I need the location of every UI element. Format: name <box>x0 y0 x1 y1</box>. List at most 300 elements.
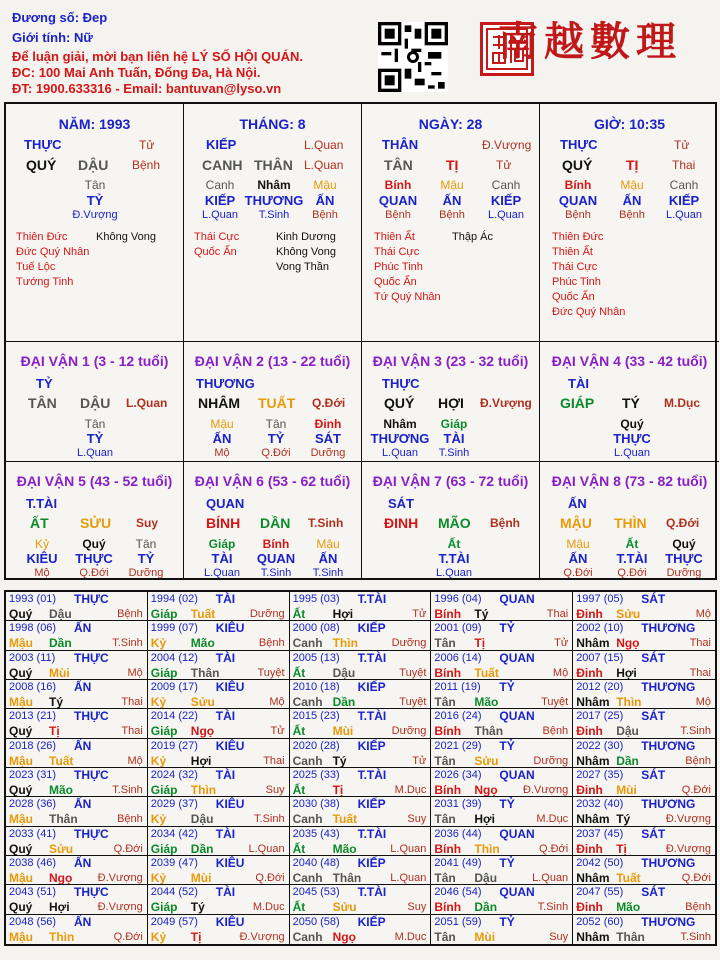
year-cell[interactable] <box>431 885 573 914</box>
year-cell[interactable] <box>148 680 290 709</box>
year-branch: Mão <box>616 900 641 915</box>
year-cell[interactable] <box>6 621 148 650</box>
year-phase: Mộ <box>127 666 143 679</box>
year-stem: Kỷ <box>150 871 167 885</box>
year-branch: Tị <box>332 783 344 797</box>
year-god: QUAN <box>499 826 535 841</box>
year-cell[interactable] <box>148 797 290 826</box>
pillar-chi-right: Thai <box>672 158 696 172</box>
dai-van-can: MẬU <box>560 515 592 531</box>
year-label: 2000 (08) <box>292 622 340 635</box>
year-phase: Tử <box>412 754 427 767</box>
hidden-god: TÀI <box>443 431 465 446</box>
year-cell[interactable] <box>290 885 432 914</box>
year-stem: Tân <box>434 636 456 651</box>
hidden-phase: L.Quan <box>381 447 419 459</box>
year-cell[interactable] <box>6 885 148 914</box>
year-god: TỶ <box>499 738 515 753</box>
hidden-stem: Đinh <box>314 417 342 431</box>
year-label: 2042 (50) <box>576 857 624 869</box>
year-stem: Nhâm <box>576 695 610 709</box>
year-cell[interactable] <box>290 651 432 680</box>
hidden-god: TỶ <box>86 193 104 208</box>
year-cell[interactable] <box>6 915 148 944</box>
star-right: Thập Ác <box>452 231 493 243</box>
year-cell[interactable] <box>431 768 573 797</box>
year-cell[interactable] <box>573 915 715 944</box>
dai-van-chi: DẬU <box>80 395 111 411</box>
year-cell[interactable] <box>431 592 573 621</box>
year-label: 2004 (12) <box>150 651 198 664</box>
dai-van-7[interactable] <box>362 462 540 578</box>
year-branch: Tý <box>49 695 64 709</box>
hidden-phase: Bệnh <box>385 209 411 221</box>
year-label: 1996 (04) <box>434 593 482 605</box>
hidden-stem: Tân <box>84 417 106 431</box>
year-god: KIÊU <box>215 680 245 694</box>
pillar-chi-right: L.Quan <box>304 158 344 172</box>
year-stem: Kỷ <box>150 929 167 944</box>
year-cell[interactable] <box>431 797 573 826</box>
year-cell[interactable] <box>431 856 573 885</box>
hidden-god: THƯƠNG <box>370 431 430 446</box>
year-cell[interactable] <box>573 709 715 738</box>
year-cell[interactable] <box>431 739 573 768</box>
dai-van-title: ĐẠI VẬN 5 (43 - 52 tuổi) <box>16 473 173 489</box>
year-label: 2052 (60) <box>576 915 624 928</box>
year-cell[interactable] <box>148 827 290 856</box>
year-phase: T.Sinh <box>112 784 143 796</box>
year-branch: Mùi <box>332 724 354 739</box>
year-stem: Canh <box>292 695 323 709</box>
star-left: Đức Quý Nhân <box>552 306 626 318</box>
year-cell[interactable] <box>431 621 573 650</box>
year-branch: Tý <box>474 607 489 621</box>
year-branch: Dậu <box>332 665 356 680</box>
year-branch: Hợi <box>190 753 212 768</box>
year-god: KIẾP <box>357 738 386 753</box>
year-phase: Dưỡng <box>391 637 427 650</box>
year-label: 2050 (58) <box>292 915 340 928</box>
year-phase: L.Quan <box>532 872 569 884</box>
year-god: KIẾP <box>357 621 386 636</box>
pillar-chi-right: Tử <box>496 158 512 172</box>
dai-van-top: T.TÀI <box>26 496 58 511</box>
year-label: 1997 (05) <box>576 593 624 605</box>
year-label: 2022 (30) <box>576 739 624 752</box>
year-cell[interactable] <box>6 768 148 797</box>
star-left: Thiên Ất <box>552 246 593 258</box>
hidden-phase: Dưỡng <box>310 447 346 459</box>
year-branch: Thân <box>616 929 645 944</box>
year-cell[interactable] <box>148 856 290 885</box>
pillar-top-right: Tử <box>674 138 690 152</box>
year-cell[interactable] <box>573 651 715 680</box>
year-stem: Bính <box>434 783 462 797</box>
year-cell[interactable] <box>148 651 290 680</box>
year-stem: Nhâm <box>576 812 610 827</box>
year-cell[interactable] <box>6 651 148 680</box>
dai-van-2[interactable] <box>184 342 362 462</box>
star-left: Quốc Ấn <box>552 291 595 303</box>
year-stem: Ất <box>292 665 306 680</box>
year-phase: Thai <box>689 666 711 679</box>
year-phase: Đ.Vượng <box>665 842 711 855</box>
dai-van-4[interactable] <box>540 342 719 462</box>
year-branch: Mùi <box>616 783 637 797</box>
year-branch: Tý <box>190 900 205 915</box>
dai-van-6[interactable] <box>184 462 362 578</box>
hidden-stem: Mậu <box>566 537 590 551</box>
year-cell[interactable] <box>573 797 715 826</box>
year-god: QUAN <box>499 650 535 665</box>
dai-van-3[interactable] <box>362 342 540 462</box>
year-branch: Thìn <box>332 636 358 651</box>
hidden-god: TÀI <box>211 551 233 566</box>
year-god: SÁT <box>641 885 666 900</box>
year-branch: Ngọ <box>49 871 73 885</box>
dai-van-chi: MÃO <box>438 515 471 531</box>
pillar-can: TÂN <box>384 157 413 173</box>
dai-van-5[interactable] <box>6 462 184 578</box>
hidden-god: THỰC <box>665 551 703 566</box>
dai-van-8[interactable] <box>540 462 719 578</box>
year-cell[interactable] <box>6 827 148 856</box>
gender: Giới tính: Nữ <box>12 30 93 45</box>
year-cell[interactable] <box>148 621 290 650</box>
year-branch: Tị <box>474 636 486 651</box>
year-stem: Canh <box>292 812 323 827</box>
year-phase: Suy <box>407 813 427 826</box>
hidden-god: KIẾP <box>668 193 700 208</box>
hidden-stem: Kỷ <box>34 537 50 551</box>
year-god: THƯƠNG <box>641 680 696 694</box>
year-phase: Thai <box>121 696 143 708</box>
year-stem: Ất <box>292 841 306 856</box>
year-label: 1998 (06) <box>9 622 57 635</box>
dai-van-1[interactable] <box>6 342 184 462</box>
year-phase: L.Quan <box>390 842 427 855</box>
hidden-phase: L.Quan <box>201 209 239 221</box>
year-cell[interactable] <box>290 621 432 650</box>
year-god: KIẾP <box>357 856 386 870</box>
year-god: THỰC <box>74 826 109 841</box>
year-branch: Tuất <box>49 753 74 768</box>
year-stem: Bính <box>434 900 462 915</box>
year-god: TỶ <box>499 797 515 812</box>
star-left: Phúc Tinh <box>374 261 423 273</box>
contact-line: Để luận giải, mời bạn liên hệ LÝ SỐ HỘI QUÁN. <box>12 49 303 64</box>
year-label: 2016 (24) <box>434 710 482 723</box>
annual-luck-grid <box>4 590 717 946</box>
hidden-phase: Đ.Vượng <box>72 209 118 221</box>
year-stem: Đinh <box>576 607 603 621</box>
year-cell[interactable] <box>290 827 432 856</box>
year-god: SÁT <box>641 709 666 724</box>
year-label: 1993 (01) <box>9 593 57 605</box>
pillar-can: QUÝ <box>562 157 593 173</box>
hidden-god: SÁT <box>315 431 341 446</box>
year-cell[interactable] <box>431 709 573 738</box>
year-branch: Dậu <box>190 812 214 827</box>
year-cell[interactable] <box>290 915 432 944</box>
address-line: ĐC: 100 Mai Anh Tuấn, Đống Đa, Hà Nội. <box>12 65 261 80</box>
hidden-stem: Tân <box>84 178 106 192</box>
year-phase: T.Sinh <box>680 725 711 738</box>
year-cell[interactable] <box>290 709 432 738</box>
year-branch: Ngọ <box>616 636 640 651</box>
hidden-stem: Canh <box>669 178 699 192</box>
year-label: 2033 (41) <box>9 827 57 840</box>
year-cell[interactable] <box>573 768 715 797</box>
star-right: Kinh Dương <box>276 231 336 243</box>
hidden-god: ẤN <box>212 431 232 446</box>
dai-van-right: Q.Đới <box>312 396 346 410</box>
dai-van-top: SÁT <box>388 496 414 511</box>
year-branch: Hợi <box>49 900 70 915</box>
year-label: 2045 (53) <box>292 886 340 899</box>
year-cell[interactable] <box>573 827 715 856</box>
star-right: Không Vong <box>276 246 336 258</box>
year-stem: Mậu <box>9 871 33 885</box>
star-left: Đức Quý Nhân <box>16 246 90 258</box>
star-left: Thiên Ất <box>374 231 415 243</box>
year-cell[interactable] <box>573 592 715 621</box>
year-cell[interactable] <box>573 739 715 768</box>
pillar-can: QUÝ <box>26 157 57 173</box>
dai-van-can: NHÂM <box>198 395 240 411</box>
year-label: 2034 (42) <box>150 827 198 840</box>
year-god: TÀI <box>215 592 236 606</box>
year-label: 2041 (49) <box>434 857 482 869</box>
year-cell[interactable] <box>6 592 148 621</box>
year-god: ẤN <box>74 680 92 694</box>
pillar-can: CANH <box>202 157 243 173</box>
year-god: THỰC <box>74 885 109 900</box>
hidden-stem: Tân <box>265 417 287 431</box>
year-stem: Mậu <box>9 753 33 768</box>
year-god: T.TÀI <box>357 826 387 841</box>
year-god: THƯƠNG <box>641 621 696 636</box>
year-stem: Bính <box>434 607 462 621</box>
year-branch: Ngọ <box>190 724 215 739</box>
hidden-god: KIÊU <box>26 551 58 566</box>
year-god: THỰC <box>74 768 109 782</box>
year-cell[interactable] <box>431 827 573 856</box>
qr-code-icon[interactable] <box>378 22 448 92</box>
year-branch: Hợi <box>616 665 637 680</box>
year-branch: Dậu <box>616 724 639 739</box>
year-stem: Mậu <box>9 812 33 827</box>
pillar-top-left: THỰC <box>24 137 62 152</box>
dai-van-top: TÀI <box>568 376 589 391</box>
dai-van-right: M.Dục <box>664 396 700 410</box>
year-stem: Tân <box>434 812 456 827</box>
year-cell[interactable] <box>6 797 148 826</box>
year-cell[interactable] <box>431 915 573 944</box>
year-god: ẤN <box>74 914 92 929</box>
year-stem: Ất <box>292 783 306 797</box>
year-branch: Dần <box>190 841 214 856</box>
hidden-phase: Q.Đới <box>563 567 593 578</box>
hidden-stem: Quý <box>82 537 106 551</box>
year-label: 2003 (11) <box>9 651 56 664</box>
year-cell[interactable] <box>290 768 432 797</box>
year-branch: Sửu <box>332 900 357 915</box>
hidden-stem: Mậu <box>316 537 340 551</box>
hidden-phase: Bệnh <box>619 209 645 221</box>
hidden-stem: Mậu <box>210 417 234 431</box>
year-cell[interactable] <box>573 856 715 885</box>
year-cell[interactable] <box>148 592 290 621</box>
hidden-stem: Canh <box>205 178 235 192</box>
year-god: TỶ <box>499 914 515 929</box>
year-label: 2024 (32) <box>150 769 198 781</box>
year-god: TÀI <box>215 650 236 665</box>
year-stem: Giáp <box>150 783 178 797</box>
pillar-chi: DẬU <box>78 157 109 173</box>
hidden-phase: L.Quan <box>76 447 114 459</box>
year-branch: Dần <box>332 695 356 709</box>
year-phase: M.Dục <box>252 901 285 914</box>
hidden-stem: Bính <box>262 537 290 551</box>
year-god: THƯƠNG <box>641 738 696 753</box>
year-stem: Giáp <box>150 900 178 915</box>
pillar-chi: THÂN <box>254 157 293 173</box>
year-phase: Q.Đới <box>113 842 143 855</box>
star-left: Thái Cực <box>552 261 598 273</box>
hidden-phase: T.Sinh <box>312 567 344 578</box>
year-phase: T.Sinh <box>537 901 569 914</box>
year-cell[interactable] <box>148 915 290 944</box>
year-stem: Tân <box>434 929 456 944</box>
year-cell[interactable] <box>290 856 432 885</box>
year-phase: Q.Đới <box>538 842 569 855</box>
year-label: 2044 (52) <box>150 886 198 899</box>
year-cell[interactable] <box>573 885 715 914</box>
dai-van-can: GIÁP <box>560 395 595 411</box>
year-stem: Mậu <box>9 636 33 651</box>
year-cell[interactable] <box>573 621 715 650</box>
year-cell[interactable] <box>573 680 715 709</box>
pillar-top-left: THÂN <box>382 137 419 152</box>
dai-van-right: Suy <box>136 516 159 530</box>
year-cell[interactable] <box>6 856 148 885</box>
dai-van-can: TÂN <box>28 395 57 411</box>
year-cell[interactable] <box>148 768 290 797</box>
year-cell[interactable] <box>6 709 148 738</box>
year-cell[interactable] <box>6 680 148 709</box>
year-phase: Bệnh <box>117 608 143 620</box>
hidden-stem: Bính <box>384 178 412 192</box>
year-cell[interactable] <box>431 680 573 709</box>
chart-grid <box>4 102 717 580</box>
year-label: 2013 (21) <box>9 710 57 723</box>
year-label: 2040 (48) <box>292 857 340 869</box>
year-stem: Tân <box>434 753 456 768</box>
year-cell[interactable] <box>290 739 432 768</box>
brand-title: 南越數理 <box>498 18 682 65</box>
dai-van-title: ĐẠI VẬN 4 (33 - 42 tuổi) <box>551 353 708 369</box>
year-phase: Q.Đới <box>681 784 711 796</box>
year-phase: Tử <box>270 725 285 738</box>
hidden-phase: L.Quan <box>203 567 241 578</box>
year-label: 2037 (45) <box>576 827 624 840</box>
dai-van-right: Đ.Vượng <box>480 396 532 410</box>
hidden-stem: Canh <box>491 178 521 192</box>
year-label: 1994 (02) <box>150 593 198 605</box>
year-label: 2035 (43) <box>292 827 340 840</box>
year-label: 2038 (46) <box>9 857 57 869</box>
year-branch: Tuất <box>190 607 216 621</box>
dai-van-title: ĐẠI VẬN 1 (3 - 12 tuổi) <box>20 353 169 369</box>
year-stem: Ất <box>292 900 306 915</box>
year-god: T.TÀI <box>357 768 387 782</box>
year-phase: Thai <box>263 754 285 767</box>
year-label: 2014 (22) <box>150 710 198 723</box>
year-god: THỰC <box>74 650 109 665</box>
hidden-phase: T.Sinh <box>258 209 290 221</box>
year-branch: Mùi <box>474 929 496 944</box>
year-cell[interactable] <box>148 709 290 738</box>
year-phase: Q.Đới <box>113 930 143 943</box>
year-branch: Tý <box>332 753 347 768</box>
year-stem: Quý <box>9 665 33 680</box>
pillar-chi: TỊ <box>626 157 639 173</box>
hidden-stem: Mậu <box>620 178 644 192</box>
year-cell[interactable] <box>431 651 573 680</box>
year-cell[interactable] <box>148 885 290 914</box>
year-branch: Thân <box>190 665 220 680</box>
dai-van-can: ẤT <box>30 515 49 531</box>
dai-van-title: ĐẠI VẬN 8 (73 - 82 tuổi) <box>551 473 708 489</box>
year-label: 2020 (28) <box>292 739 340 752</box>
year-phase: Đ.Vượng <box>665 813 711 826</box>
year-label: 2030 (38) <box>292 798 340 811</box>
pillar-title: NĂM: 1993 <box>58 116 131 132</box>
year-stem: Mậu <box>9 929 33 944</box>
year-stem: Quý <box>9 900 33 915</box>
year-stem: Ất <box>292 607 306 621</box>
year-stem: Kỷ <box>150 636 167 651</box>
year-stem: Quý <box>9 724 33 739</box>
year-stem: Bính <box>434 841 462 856</box>
dai-van-title: ĐẠI VẬN 6 (53 - 62 tuổi) <box>194 473 351 489</box>
year-phase: Mộ <box>695 608 711 620</box>
year-phase: Tử <box>554 637 569 650</box>
pillar-title: GIỜ: 10:35 <box>593 116 666 132</box>
year-cell[interactable] <box>290 592 432 621</box>
year-label: 2023 (31) <box>9 769 57 781</box>
hidden-god: THỰC <box>613 431 651 446</box>
dai-van-right: Bệnh <box>490 516 520 530</box>
hidden-stem: Nhâm <box>257 178 291 192</box>
year-branch: Mùi <box>190 871 212 885</box>
year-branch: Mùi <box>49 665 70 680</box>
year-god: TÀI <box>215 826 236 841</box>
year-phase: Bệnh <box>685 901 711 914</box>
year-cell[interactable] <box>148 739 290 768</box>
hidden-phase: Dưỡng <box>128 567 164 578</box>
year-label: 2025 (33) <box>292 769 340 781</box>
year-god: TỶ <box>499 680 515 694</box>
year-phase: Đ.Vượng <box>97 872 143 884</box>
year-cell[interactable] <box>290 797 432 826</box>
year-cell[interactable] <box>290 680 432 709</box>
year-god: THƯƠNG <box>641 797 696 812</box>
year-cell[interactable] <box>6 739 148 768</box>
year-god: KIÊU <box>215 797 245 812</box>
